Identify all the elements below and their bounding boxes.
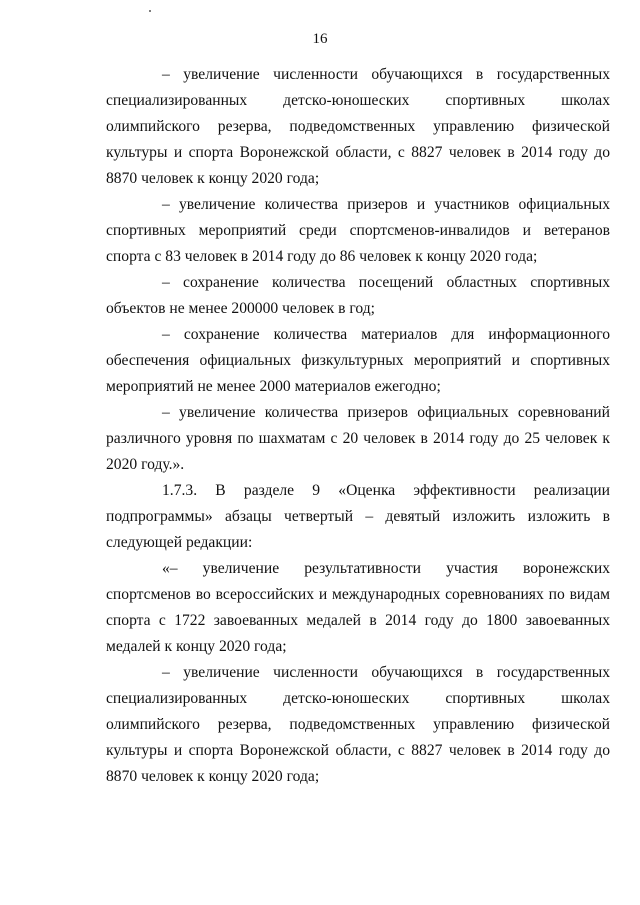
paragraph-disabled-athletes: – увеличение количества призеров и участников официальных спортивных мероприятий среди спортсменов-инвалидов и ветеранов спорта с 83 человек в 2014 году до 86 человек к концу 2020 года; bbox=[106, 196, 610, 265]
paragraph-students-count: – увеличение численности обучающихся в государственных специализированных детско-юношеских спортивных школах олимпийского резерва, подведомственных управлению физической культуры и спорта Воронежской области, с 8827 человек в 2014 году до 8870 человек к концу 2020 года; bbox=[106, 66, 610, 187]
scan-speck bbox=[149, 10, 151, 12]
paragraph-section-amendment: 1.7.3. В разделе 9 «Оценка эффективности реализации подпрограммы» абзацы четвертый – девятый изложить изложить в следующей редакции: bbox=[106, 482, 610, 551]
paragraph-chess-winners: – увеличение количества призеров официальных соревнований различного уровня по шахматам с 20 человек в 2014 году до 25 человек к 2020 году.». bbox=[106, 404, 610, 473]
paragraph-information-materials: – сохранение количества материалов для информационного обеспечения официальных физкультурных мероприятий и спортивных мероприятий не менее 2000 материалов ежегодно; bbox=[106, 326, 610, 395]
page-number: 16 bbox=[312, 31, 328, 47]
paragraph-sports-facilities-visits: – сохранение количества посещений областных спортивных объектов не менее 200000 человек в год; bbox=[106, 274, 610, 317]
paragraph-medals: «– увеличение результативности участия воронежских спортсменов во всероссийских и международных соревнованиях по видам спорта с 1722 завоеванных медалей в 2014 году до 1800 завоеванных медалей к концу 2020 года; bbox=[106, 560, 610, 655]
document-body bbox=[106, 62, 610, 790]
paragraph-students-count-repeat: – увеличение численности обучающихся в государственных специализированных детско-юношеских спортивных школах олимпийского резерва, подведомственных управлению физической культуры и спорта Воронежской области, с 8827 человек в 2014 году до 8870 человек к концу 2020 года; bbox=[106, 664, 610, 785]
